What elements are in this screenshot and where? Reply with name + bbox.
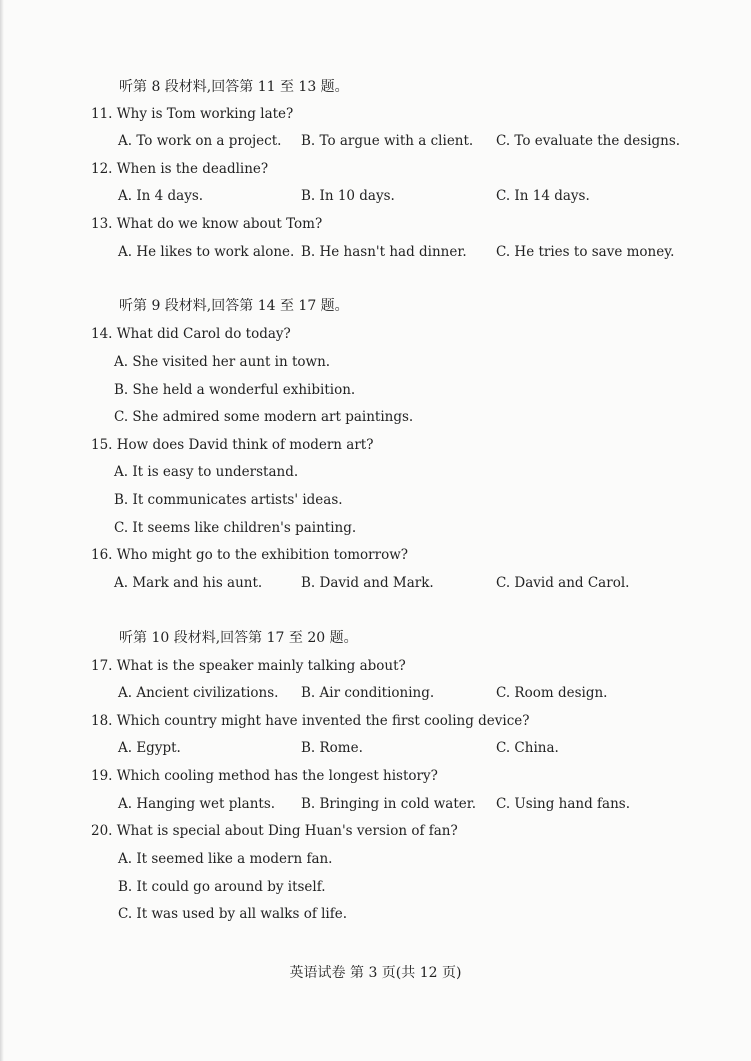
- question-text: What do we know about Tom?: [116, 216, 323, 232]
- option-12b: B. In 10 days.: [301, 188, 395, 204]
- question-text: Which cooling method has the longest history?: [116, 768, 438, 784]
- option-16b: B. David and Mark.: [301, 575, 434, 591]
- option-20c: C. It was used by all walks of life.: [118, 906, 348, 922]
- option-16c: C. David and Carol.: [496, 575, 630, 591]
- question-14: [91, 325, 291, 343]
- question-text: Who might go to the exhibition tomorrow?: [116, 547, 408, 563]
- option-19b: B. Bringing in cold water.: [301, 796, 476, 812]
- option-17b: B. Air conditioning.: [301, 685, 435, 701]
- question-18: [91, 712, 530, 730]
- option-12c: C. In 14 days.: [496, 188, 590, 204]
- question-number: 12.: [91, 161, 113, 177]
- option-11c: C. To evaluate the designs.: [496, 133, 681, 149]
- option-13b: B. He hasn't had dinner.: [301, 244, 467, 260]
- question-11: [91, 105, 293, 123]
- option-17a: A. Ancient civilizations.: [118, 685, 279, 701]
- question-number: 18.: [91, 713, 113, 729]
- question-15: [91, 436, 373, 454]
- option-14a: A. She visited her aunt in town.: [114, 354, 331, 370]
- question-number: 11.: [91, 106, 113, 122]
- question-number: 17.: [91, 658, 113, 674]
- question-number: 19.: [91, 768, 113, 784]
- question-16: [91, 546, 408, 564]
- question-text: What is the speaker mainly talking about?: [116, 658, 406, 674]
- option-18a: A. Egypt.: [118, 740, 181, 756]
- option-13a: A. He likes to work alone.: [118, 244, 295, 260]
- option-15a: A. It is easy to understand.: [114, 464, 299, 480]
- question-text: Which country might have invented the first cooling device?: [116, 713, 530, 729]
- question-20: [91, 822, 458, 840]
- question-text: What did Carol do today?: [116, 326, 291, 342]
- question-19: [91, 767, 438, 785]
- option-14b: B. She held a wonderful exhibition.: [114, 382, 356, 398]
- option-20a: A. It seemed like a modern fan.: [118, 851, 333, 867]
- option-18c: C. China.: [496, 740, 559, 756]
- question-number: 13.: [91, 216, 113, 232]
- question-17: [91, 657, 406, 675]
- option-18b: B. Rome.: [301, 740, 363, 756]
- question-number: 16.: [91, 547, 113, 563]
- option-16a: A. Mark and his aunt.: [114, 575, 263, 591]
- question-text: When is the deadline?: [116, 161, 269, 177]
- option-11a: A. To work on a project.: [118, 133, 282, 149]
- question-number: 20.: [91, 823, 113, 839]
- option-13c: C. He tries to save money.: [496, 244, 675, 260]
- option-20b: B. It could go around by itself.: [118, 879, 326, 895]
- option-12a: A. In 4 days.: [118, 188, 204, 204]
- option-19c: C. Using hand fans.: [496, 796, 631, 812]
- option-17c: C. Room design.: [496, 685, 608, 701]
- question-text: How does David think of modern art?: [116, 437, 374, 453]
- option-19a: A. Hanging wet plants.: [118, 796, 276, 812]
- option-15c: C. It seems like children's painting.: [114, 520, 357, 536]
- question-text: Why is Tom working late?: [116, 106, 294, 122]
- question-text: What is special about Ding Huan's version of fan?: [116, 823, 458, 839]
- question-13: [91, 215, 322, 233]
- section-heading-9: 听第 9 段材料,回答第 14 至 17 题。: [119, 298, 349, 314]
- option-15b: B. It communicates artists' ideas.: [114, 492, 343, 508]
- page-footer: 英语试卷 第 3 页(共 12 页): [289, 965, 462, 981]
- question-number: 14.: [91, 326, 113, 342]
- option-14c: C. She admired some modern art paintings.: [114, 409, 414, 425]
- option-11b: B. To argue with a client.: [301, 133, 474, 149]
- section-heading-10: 听第 10 段材料,回答第 17 至 20 题。: [119, 630, 358, 646]
- question-number: 15.: [91, 437, 113, 453]
- scan-edge-shadow: [0, 0, 4, 1061]
- question-12: [91, 160, 268, 178]
- section-heading-8: 听第 8 段材料,回答第 11 至 13 题。: [119, 79, 349, 95]
